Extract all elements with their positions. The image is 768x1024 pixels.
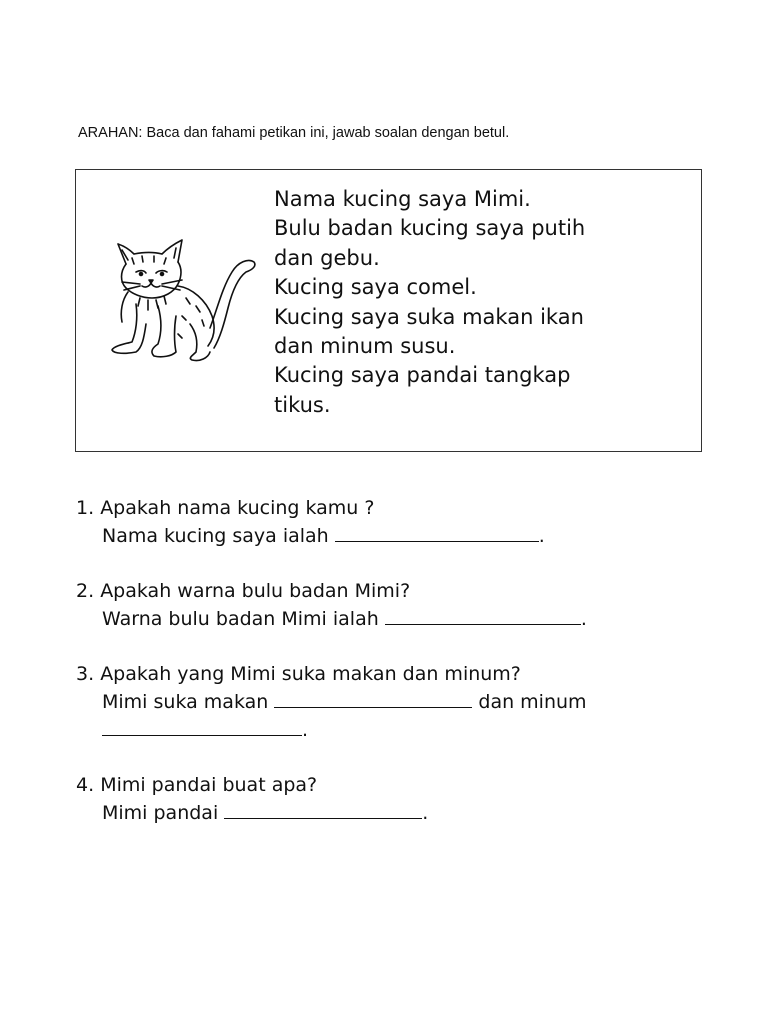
question-2 [76,577,676,633]
question-text: Mimi pandai buat apa? [100,774,318,796]
question-text: Apakah warna bulu badan Mimi? [100,580,411,602]
question-1 [76,494,676,550]
question-3-answer-continued [76,716,676,744]
answer-suffix: . [580,608,587,630]
answer-suffix: . [538,525,545,547]
answer-blank[interactable] [224,800,422,819]
answer-middle: dan minum [478,691,587,713]
answer-blank[interactable] [335,523,539,542]
answer-prefix: Warna bulu badan Mimi ialah [102,608,379,630]
question-4-prompt [76,771,676,799]
answer-blank[interactable] [102,717,302,736]
question-number: 2. [76,580,95,602]
question-2-answer [76,605,676,633]
answer-prefix: Mimi suka makan [102,691,269,713]
question-number: 4. [76,774,95,796]
question-number: 3. [76,663,95,685]
passage-line: Bulu badan kucing saya putih [274,216,586,241]
answer-blank[interactable] [385,606,581,625]
question-1-prompt [76,494,676,522]
question-3 [76,660,676,744]
question-4-answer [76,799,676,827]
passage-line: Kucing saya comel. [274,275,477,300]
passage-line: dan gebu. [274,245,380,270]
question-4 [76,771,676,827]
answer-suffix: . [302,719,309,741]
answer-prefix: Mimi pandai [102,802,219,824]
cat-illustration [92,228,262,368]
passage-line: dan minum susu. [274,334,456,359]
question-3-prompt [76,660,676,688]
question-1-answer [76,522,676,550]
answer-blank[interactable] [274,689,472,708]
question-2-prompt [76,577,676,605]
passage-line: tikus. [274,392,331,417]
passage-text [274,185,694,420]
question-text: Apakah nama kucing kamu ? [100,497,375,519]
passage-line: Nama kucing saya Mimi. [274,187,531,211]
passage-box [75,169,702,452]
answer-prefix: Nama kucing saya ialah [102,525,329,547]
question-text: Apakah yang Mimi suka makan dan minum? [100,663,521,685]
passage-line: Kucing saya pandai tangkap [274,363,571,388]
question-number: 1. [76,497,95,519]
passage-line: Kucing saya suka makan ikan [274,304,584,329]
instruction-text: ARAHAN: Baca dan fahami petikan ini, jawab soalan dengan betul. [78,125,510,141]
answer-suffix: . [422,802,429,824]
question-3-answer [76,688,676,716]
